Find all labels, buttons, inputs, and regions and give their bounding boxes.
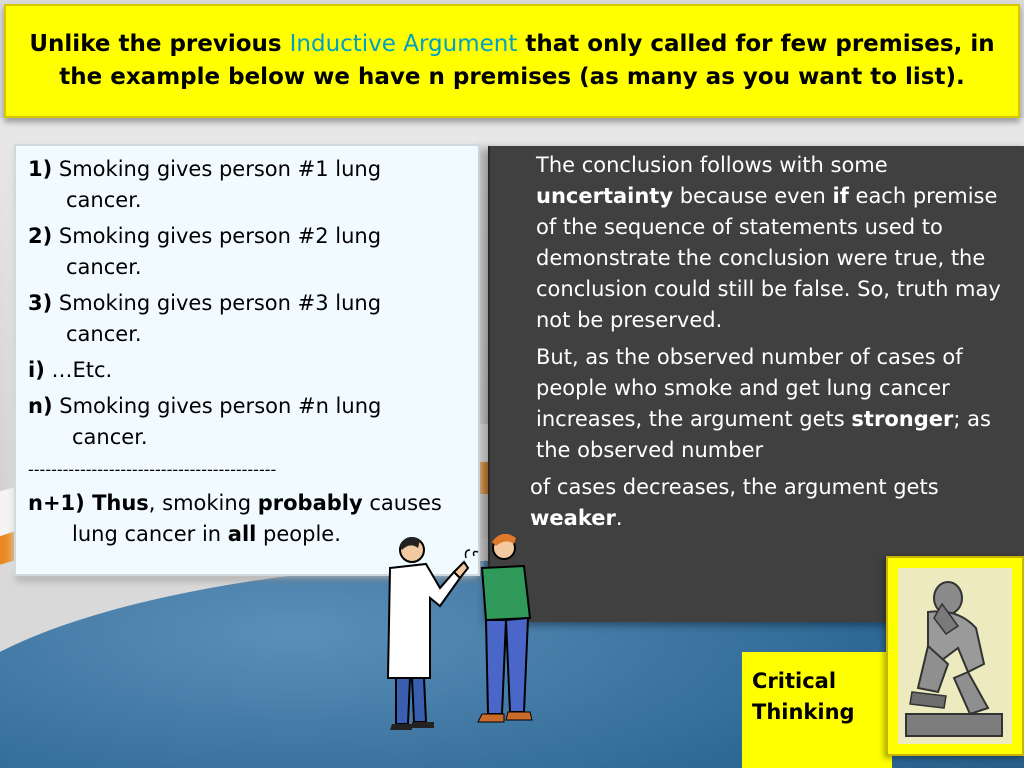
premise-number: 2) — [28, 224, 53, 248]
premise-text: Smoking gives person #2 lung — [52, 224, 382, 248]
premise-continuation: cancer. — [72, 425, 148, 449]
title-accent: Inductive Argument — [289, 31, 518, 57]
explanation-text-run: ; as the observed number — [536, 407, 991, 462]
emphasis-weaker: weaker — [530, 506, 616, 530]
explanation-paragraph-1 — [536, 150, 1006, 336]
premise-text: Smoking gives person #3 lung — [52, 291, 382, 315]
title-part1: Unlike the previous — [29, 31, 290, 57]
title-banner — [4, 4, 1020, 118]
explanation-text-run: each premise of the sequence of statements used to demonstrate the conclusion were true, the conclusion could still be false. So, truth may not be preserved. — [536, 184, 1001, 332]
conclusion-text: lung cancer in — [72, 522, 228, 546]
slide-title — [10, 28, 1015, 94]
premise-text: …Etc. — [44, 358, 113, 382]
conclusion-emphasis-all: all — [227, 522, 257, 546]
premise-text: Smoking gives person #n lung — [52, 394, 382, 418]
premise-number: 3) — [28, 291, 53, 315]
emphasis-uncertainty: uncertainty — [536, 184, 674, 208]
premise-3 — [28, 288, 470, 350]
explanation-text-run: because even — [673, 184, 833, 208]
conclusion-number: n+1) Thus — [28, 491, 149, 515]
explanation-paragraph-2 — [536, 342, 1006, 466]
conclusion-text: causes — [362, 491, 442, 515]
conclusion-text: , smoking — [148, 491, 258, 515]
explanation-text-run: The conclusion follows with some — [536, 153, 888, 177]
premise-number: n) — [28, 394, 53, 418]
critical-thinking-line2: Thinking — [752, 700, 855, 724]
premise-etc — [28, 355, 470, 386]
doctor-figure — [388, 537, 468, 730]
thinker-statue-icon — [898, 568, 1012, 744]
explanation-text-run: . — [615, 506, 623, 530]
patient-figure — [466, 534, 533, 722]
premises-panel — [14, 144, 480, 576]
conclusion-emphasis-probably: probably — [257, 491, 363, 515]
premise-number: i) — [28, 358, 45, 382]
premise-continuation: cancer. — [66, 188, 142, 212]
premise-number: 1) — [28, 157, 53, 181]
premise-1 — [28, 154, 470, 216]
explanation-text — [530, 150, 1006, 540]
premise-continuation: cancer. — [66, 322, 142, 346]
premise-continuation: cancer. — [66, 255, 142, 279]
premise-2 — [28, 221, 470, 283]
thinker-frame — [886, 556, 1024, 756]
emphasis-stronger: stronger — [851, 407, 954, 431]
explanation-text-run: But, as the observed number of cases of people who smoke and get lung cancer increases, the argument gets — [536, 345, 963, 431]
critical-thinking-label — [752, 666, 872, 728]
premise-divider: ------------------------------------------- — [28, 460, 277, 479]
title-part2: that only called for few premises, in the example below we have n premises (as many as you want to list). — [59, 31, 995, 90]
critical-thinking-line1: Critical — [752, 669, 837, 693]
doctor-patient-illustration — [360, 528, 540, 760]
conclusion-text: people. — [256, 522, 341, 546]
premise-text: Smoking gives person #1 lung — [52, 157, 382, 181]
explanation-text-run: of cases decreases, the argument gets — [530, 475, 939, 499]
explanation-paragraph-3 — [530, 472, 1006, 534]
premise-n — [28, 391, 470, 453]
emphasis-if: if — [832, 184, 849, 208]
